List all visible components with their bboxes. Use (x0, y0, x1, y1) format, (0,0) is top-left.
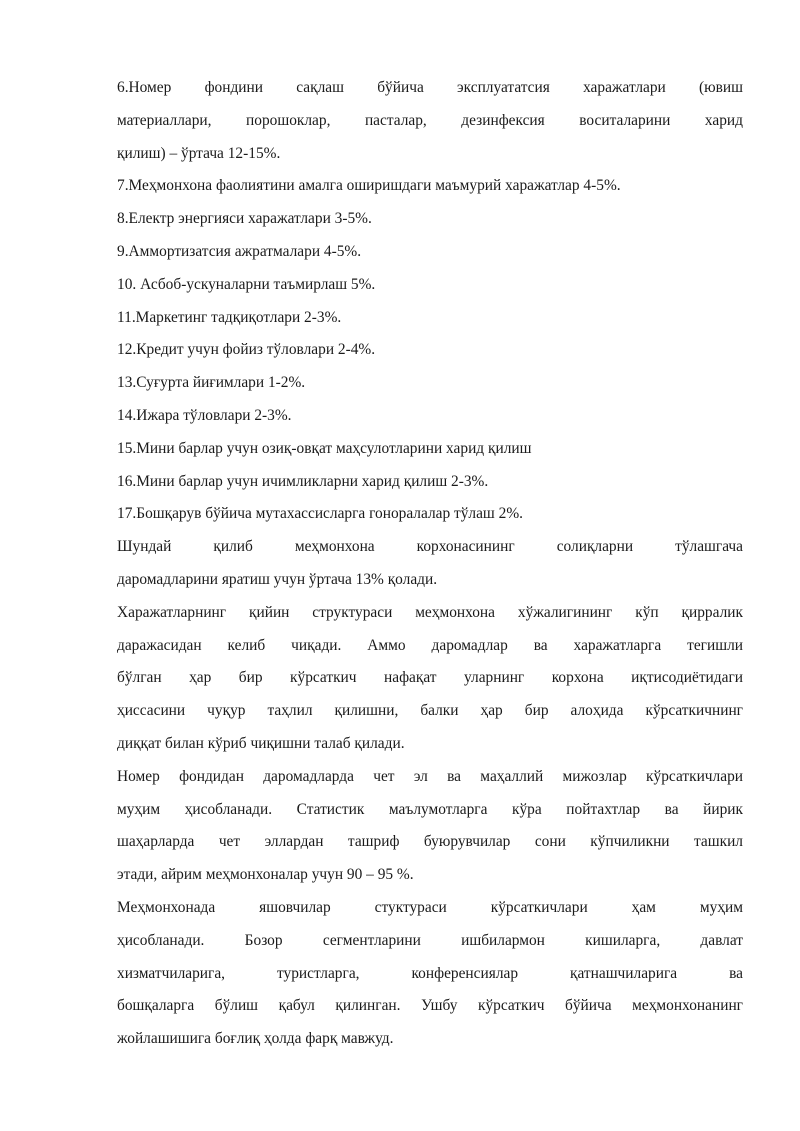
text-line: этади, айрим меҳмонхоналар учун 90 – 95 %. (117, 866, 414, 884)
text-line: Харажатларнинг қийин структураси меҳмонхона хўжалигининг кўп қирралик (117, 603, 743, 621)
text-line: ҳисобланади. Бозор сегментларини ишбилармон кишиларга, давлат (117, 931, 743, 949)
text-line: 13.Суғурта йиғимлари 1-2%. (117, 374, 306, 392)
text-line: бошқаларга бўлиш қабул қилинган. Ушбу кўрсаткич бўйича меҳмонхонанинг (117, 997, 743, 1015)
text-line: Шундай қилиб меҳмонхона корхонасининг солиқларни тўлашгача (117, 538, 743, 556)
text-line: даромадларини яратиш учун ўртача 13% қолади. (117, 570, 438, 588)
text-line: 14.Ижара тўловлари 2-3%. (117, 406, 292, 424)
text-line: ҳиссасини чуқур таҳлил қилишни, балки ҳар бир алоҳида кўрсаткичнинг (117, 702, 743, 720)
text-line: 15.Мини барлар учун озиқ-овқат маҳсулотларини харид қилиш (117, 439, 532, 457)
text-line: шаҳарларда чет эллардан ташриф буюрувчилар сони кўпчиликни ташкил (117, 833, 743, 851)
text-line: диққат билан кўриб чиқишни талаб қилади. (117, 734, 405, 752)
document-page (117, 72, 743, 1056)
text-line: 10. Асбоб-ускуналарни таъмирлаш 5%. (117, 275, 376, 293)
text-line: бўлган ҳар бир кўрсаткич нафақат уларнинг корхона иқтисодиётидаги (117, 669, 743, 687)
text-line: даражасидан келиб чиқади. Аммо даромадлар ва харажатларга тегишли (117, 636, 743, 654)
text-line: 12.Кредит учун фойиз тўловлари 2-4%. (117, 341, 376, 359)
text-line: 9.Аммортизатсия ажратмалари 4-5%. (117, 242, 362, 260)
text-line: жойлашишига боғлиқ ҳолда фарқ мавжуд. (117, 1030, 394, 1048)
text-line: қилиш) – ўртача 12-15%. (117, 144, 281, 162)
text-line: 8.Електр энергияси харажатлари 3-5%. (117, 210, 372, 228)
text-line: Номер фондидан даромадларда чет эл ва маҳаллий мижозлар кўрсаткичлари (117, 767, 743, 785)
text-line: хизматчиларига, туристларга, конференсиялар қатнашчиларига ва (117, 964, 743, 982)
text-line: Меҳмонхонада яшовчилар стуктураси кўрсаткичлари ҳам муҳим (117, 898, 743, 916)
text-line: муҳим ҳисобланади. Статистик маълумотларга кўра пойтахтлар ва йирик (117, 800, 743, 818)
text-line: 6.Номер фондини сақлаш бўйича эксплуататсия харажатлари (ювиш (117, 79, 743, 96)
text-line: 17.Бошқарув бўйича мутахассисларга гоноралалар тўлаш 2%. (117, 505, 523, 523)
text-line: 16.Мини барлар учун ичимликларни харид қилиш 2-3%. (117, 472, 489, 490)
text-line: 7.Меҳмонхона фаолиятини амалга оширишдаги маъмурий харажатлар 4-5%. (117, 177, 621, 195)
text-line: материаллари, порошоклар, пасталар, дезинфексия воситаларини харид (117, 111, 743, 129)
text-line: 11.Маркетинг тадқиқотлари 2-3%. (117, 308, 342, 326)
